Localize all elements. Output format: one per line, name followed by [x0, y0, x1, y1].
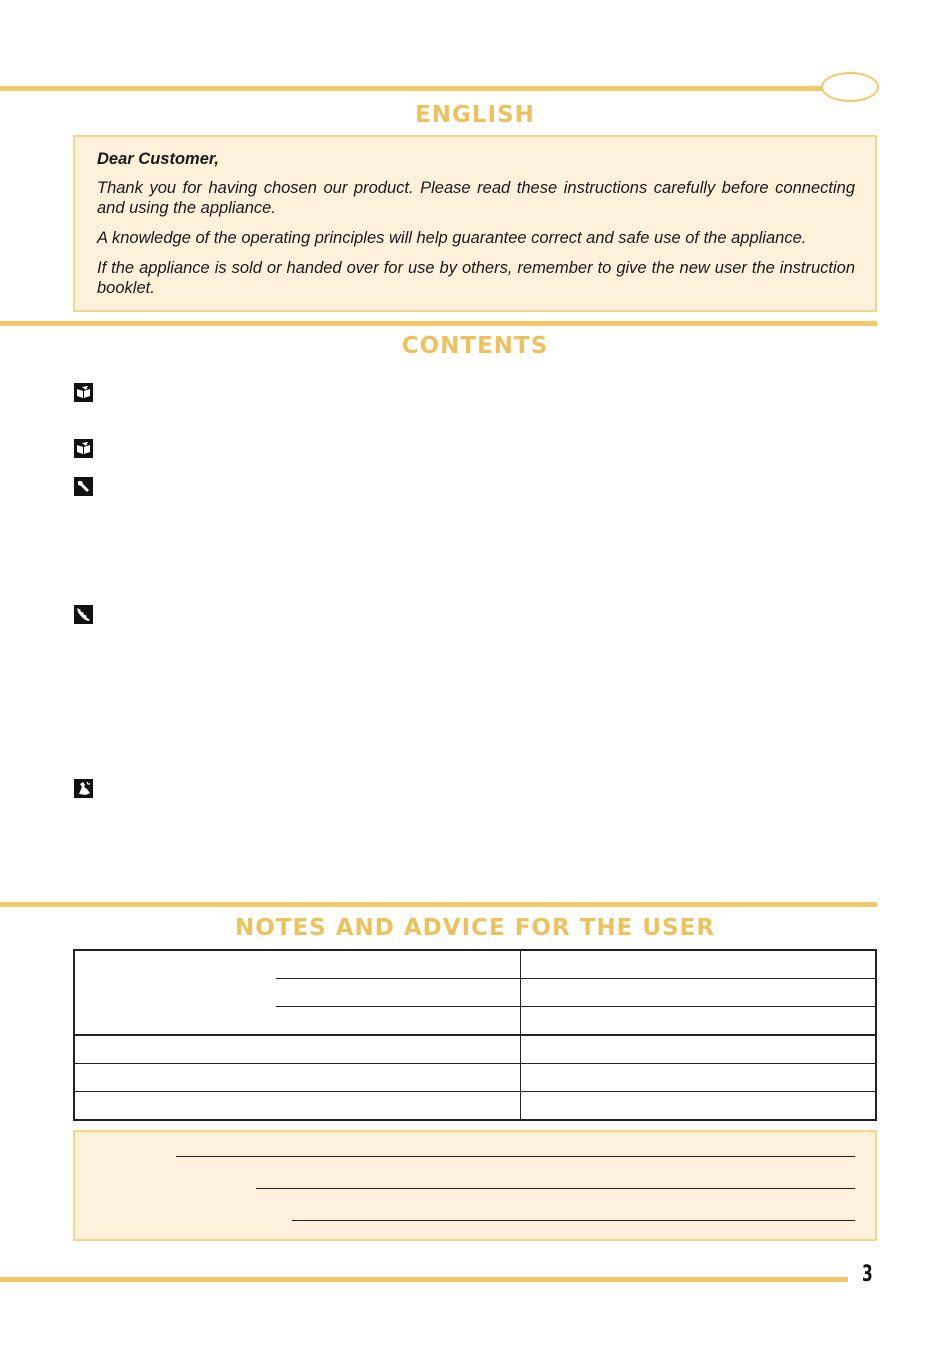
bottom-rule [0, 1277, 848, 1282]
fill-line [292, 1220, 855, 1221]
table-cell [521, 1007, 877, 1036]
table-cell [521, 979, 877, 1007]
fill-line [256, 1188, 855, 1189]
table-cell [521, 950, 877, 979]
table-row [74, 1092, 876, 1121]
intro-greeting: Dear Customer, [97, 150, 219, 168]
table-row [74, 1064, 876, 1092]
table-cell [521, 1035, 877, 1064]
table-cell [74, 1064, 521, 1092]
wrench-icon [74, 477, 93, 496]
fill-line [176, 1156, 855, 1157]
table-cell [74, 1035, 521, 1064]
notes-rule [0, 902, 877, 907]
table-cell [74, 1092, 521, 1121]
intro-paragraph-2: A knowledge of the operating principles will help guarantee correct and safe use of the appliance. [97, 229, 807, 247]
table-row [74, 950, 876, 979]
repair-icon [74, 779, 93, 798]
intro-paragraph-1: Thank you for having chosen our product. Please read these instructions carefully before connecting and using the appliance. [97, 179, 855, 217]
language-tab-oval [821, 72, 879, 102]
intro-paragraph-3: If the appliance is sold or handed over for use by others, remember to give the new user the instruction booklet. [97, 259, 855, 297]
book-icon [74, 383, 93, 402]
notes-heading: NOTES AND ADVICE FOR THE USER [234, 915, 716, 941]
table-cell [521, 1064, 877, 1092]
book-icon [74, 439, 93, 458]
table-cell [74, 950, 521, 1035]
page-number: 3 [862, 1262, 873, 1287]
contents-heading: CONTENTS [401, 333, 549, 359]
notes-table [73, 949, 877, 1121]
top-rule [0, 86, 823, 91]
language-heading: ENGLISH [415, 102, 535, 128]
notes-fill-box [73, 1130, 877, 1241]
intro-box [73, 135, 877, 312]
hand-icon [74, 605, 93, 624]
table-row [74, 1035, 876, 1064]
table-cell [521, 1092, 877, 1121]
contents-rule [0, 321, 877, 326]
